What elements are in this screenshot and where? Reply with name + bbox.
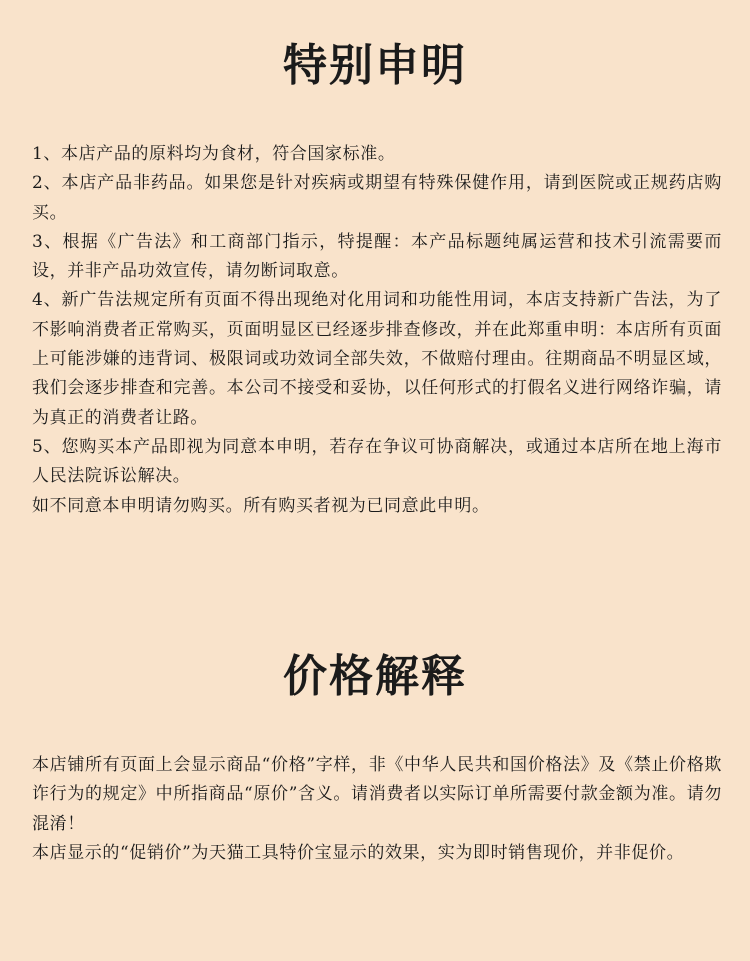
disclaimer-item-3: 3、根据《广告法》和工商部门指示，特提醒：本产品标题纯属运营和技术引流需要而设，并非产品功效宣传，请勿断词取意。: [32, 231, 722, 282]
price-paragraph-2: 本店显示的“促销价”为天猫工具特价宝显示的效果，实为即时销售现价，并非促价。: [32, 842, 685, 863]
disclaimer-item-2: 2、本店产品非药品。如果您是针对疾病或期望有特殊保健作用，请到医院或正规药店购买。: [32, 173, 722, 223]
price-paragraph-1: 本店铺所有页面上会显示商品“价格”字样，非《中华人民共和国价格法》及《禁止价格欺诈行为的规定》中所指商品“原价”含义。请消费者以实际订单所需要付款金额为准。请勿混淆！: [32, 755, 722, 834]
disclaimer-body: [32, 140, 722, 521]
price-body: [32, 751, 722, 868]
disclaimer-item-5: 5、您购买本产品即视为同意本申明，若存在争议可协商解决，或通过本店所在地上海市人民法院诉讼解决。: [32, 436, 722, 487]
disclaimer-item-4: 4、新广告法规定所有页面不得出现绝对化用词和功能性用词，本店支持新广告法，为了不影响消费者正常购买，页面明显区已经逐步排查修改，并在此郑重申明：本店所有页面上可能涉嫌的违背词、极限词或功效词全部失效，不做赔付理由。往期商品不明显区域，我们会逐步排查和完善。本公司不接受和妥协，以任何形式的打假名义进行网络诈骗，请为真正的消费者让路。: [32, 290, 722, 428]
price-title: 价格解释: [283, 651, 467, 702]
disclaimer-item-1: 1、本店产品的原料均为食材，符合国家标准。: [32, 144, 396, 164]
disclaimer-title: 特别申明: [283, 40, 467, 91]
disclaimer-closing: 如不同意本申明请勿购买。所有购买者视为已同意此申明。: [32, 495, 490, 516]
